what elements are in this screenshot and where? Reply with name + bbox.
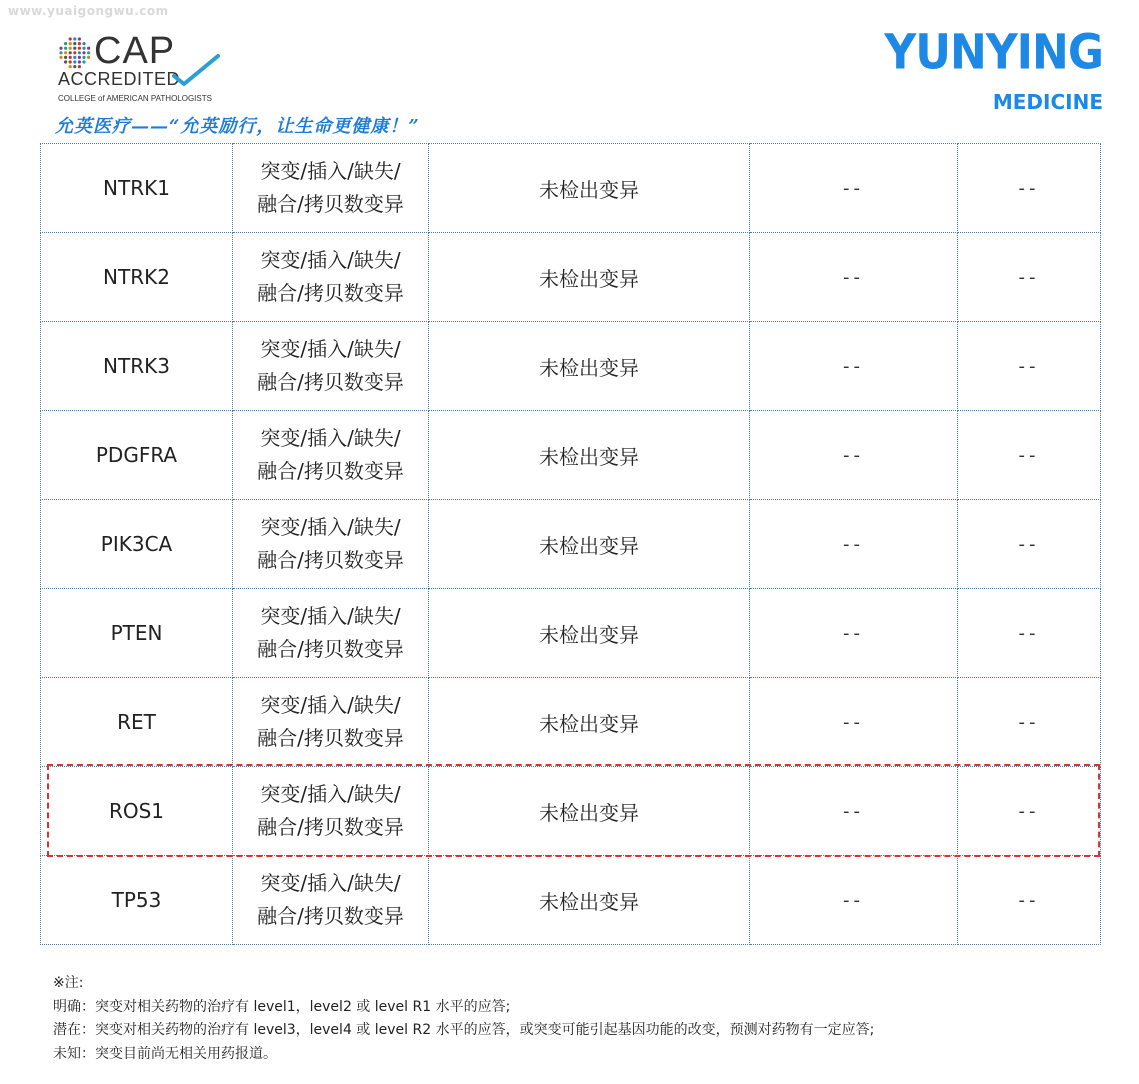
- variant-type-line: 突变/插入/缺失/: [260, 248, 401, 272]
- company-slogan: 允英医疗——“允英励行，让生命更健康！”: [55, 116, 420, 137]
- result-cell: 未检出变异: [429, 678, 750, 767]
- brand-logo: [884, 24, 1103, 114]
- table-row: [41, 411, 1101, 500]
- drug-cell: --: [750, 233, 958, 322]
- table-row: [41, 678, 1101, 767]
- brand-subtitle: MEDICINE: [992, 90, 1103, 114]
- drug-cell: --: [750, 411, 958, 500]
- gene-cell: NTRK2: [41, 233, 233, 322]
- drug-cell: --: [750, 856, 958, 945]
- gene-results-table: [40, 143, 1101, 945]
- variant-type-cell: [233, 411, 429, 500]
- cap-accredited-label: ACCREDITED: [58, 69, 181, 89]
- variant-type-line: 融合/拷贝数变异: [257, 726, 404, 750]
- level-cell: --: [958, 767, 1101, 856]
- gene-cell: RET: [41, 678, 233, 767]
- variant-type-line: 融合/拷贝数变异: [257, 904, 404, 928]
- gene-cell: PDGFRA: [41, 411, 233, 500]
- variant-type-line: 融合/拷贝数变异: [257, 815, 404, 839]
- checkmark-icon: [170, 54, 222, 88]
- gene-cell: NTRK1: [41, 144, 233, 233]
- table-row: [41, 500, 1101, 589]
- level-cell: --: [958, 589, 1101, 678]
- variant-type-cell: [233, 767, 429, 856]
- variant-type-line: 突变/插入/缺失/: [260, 426, 401, 450]
- variant-type-cell: [233, 500, 429, 589]
- result-cell: 未检出变异: [429, 856, 750, 945]
- table-row: [41, 144, 1101, 233]
- variant-type-line: 突变/插入/缺失/: [260, 159, 401, 183]
- gene-cell: PIK3CA: [41, 500, 233, 589]
- variant-type-line: 突变/插入/缺失/: [260, 693, 401, 717]
- level-cell: --: [958, 411, 1101, 500]
- brand-name: YUNYING: [884, 24, 1103, 81]
- table-row: [41, 589, 1101, 678]
- gene-cell: NTRK3: [41, 322, 233, 411]
- result-cell: 未检出变异: [429, 411, 750, 500]
- variant-type-cell: [233, 322, 429, 411]
- level-cell: --: [958, 233, 1101, 322]
- variant-type-line: 融合/拷贝数变异: [257, 637, 404, 661]
- variant-type-line: 融合/拷贝数变异: [257, 281, 404, 305]
- drug-cell: --: [750, 500, 958, 589]
- drug-cell: --: [750, 144, 958, 233]
- watermark-text: www.yuaigongwu.com: [8, 4, 169, 18]
- result-cell: 未检出变异: [429, 500, 750, 589]
- variant-type-cell: [233, 144, 429, 233]
- result-cell: 未检出变异: [429, 322, 750, 411]
- variant-type-line: 突变/插入/缺失/: [260, 782, 401, 806]
- variant-type-line: 融合/拷贝数变异: [257, 370, 404, 394]
- gene-cell: ROS1: [41, 767, 233, 856]
- variant-type-line: 突变/插入/缺失/: [260, 871, 401, 895]
- level-cell: --: [958, 322, 1101, 411]
- variant-type-cell: [233, 678, 429, 767]
- variant-type-line: 融合/拷贝数变异: [257, 459, 404, 483]
- result-cell: 未检出变异: [429, 144, 750, 233]
- variant-type-line: 突变/插入/缺失/: [260, 604, 401, 628]
- gene-cell: PTEN: [41, 589, 233, 678]
- cap-word: CAP: [94, 30, 176, 72]
- drug-cell: --: [750, 322, 958, 411]
- variant-type-line: 融合/拷贝数变异: [257, 548, 404, 572]
- table-row: [41, 233, 1101, 322]
- result-cell: 未检出变异: [429, 589, 750, 678]
- variant-type-cell: [233, 589, 429, 678]
- cap-logo: [58, 30, 258, 109]
- level-cell: --: [958, 500, 1101, 589]
- result-cell: 未检出变异: [429, 767, 750, 856]
- variant-type-line: 突变/插入/缺失/: [260, 337, 401, 361]
- cap-dots-icon: [58, 36, 92, 70]
- notes-section: [53, 972, 874, 1066]
- result-cell: 未检出变异: [429, 233, 750, 322]
- note-line-definite: 明确：突变对相关药物的治疗有 level1，level2 或 level R1 水平的应答;: [53, 998, 511, 1015]
- note-line-potential: 潜在：突变对相关药物的治疗有 level3，level4 或 level R2 水平的应答，或突变可能引起基因功能的改变，预测对药物有一定应答;: [53, 1022, 875, 1038]
- drug-cell: --: [750, 589, 958, 678]
- note-line-unknown: 未知：突变目前尚无相关用药报道。: [53, 1045, 277, 1062]
- level-cell: --: [958, 144, 1101, 233]
- notes-title: ※注:: [53, 975, 84, 991]
- cap-college-label: COLLEGE of AMERICAN PATHOLOGISTS: [58, 94, 212, 103]
- table-row: [41, 856, 1101, 945]
- drug-cell: --: [750, 767, 958, 856]
- variant-type-cell: [233, 233, 429, 322]
- table-row: [41, 322, 1101, 411]
- gene-cell: TP53: [41, 856, 233, 945]
- level-cell: --: [958, 678, 1101, 767]
- table-row: [41, 767, 1101, 856]
- variant-type-cell: [233, 856, 429, 945]
- level-cell: --: [958, 856, 1101, 945]
- drug-cell: --: [750, 678, 958, 767]
- variant-type-line: 融合/拷贝数变异: [257, 192, 404, 216]
- variant-type-line: 突变/插入/缺失/: [260, 515, 401, 539]
